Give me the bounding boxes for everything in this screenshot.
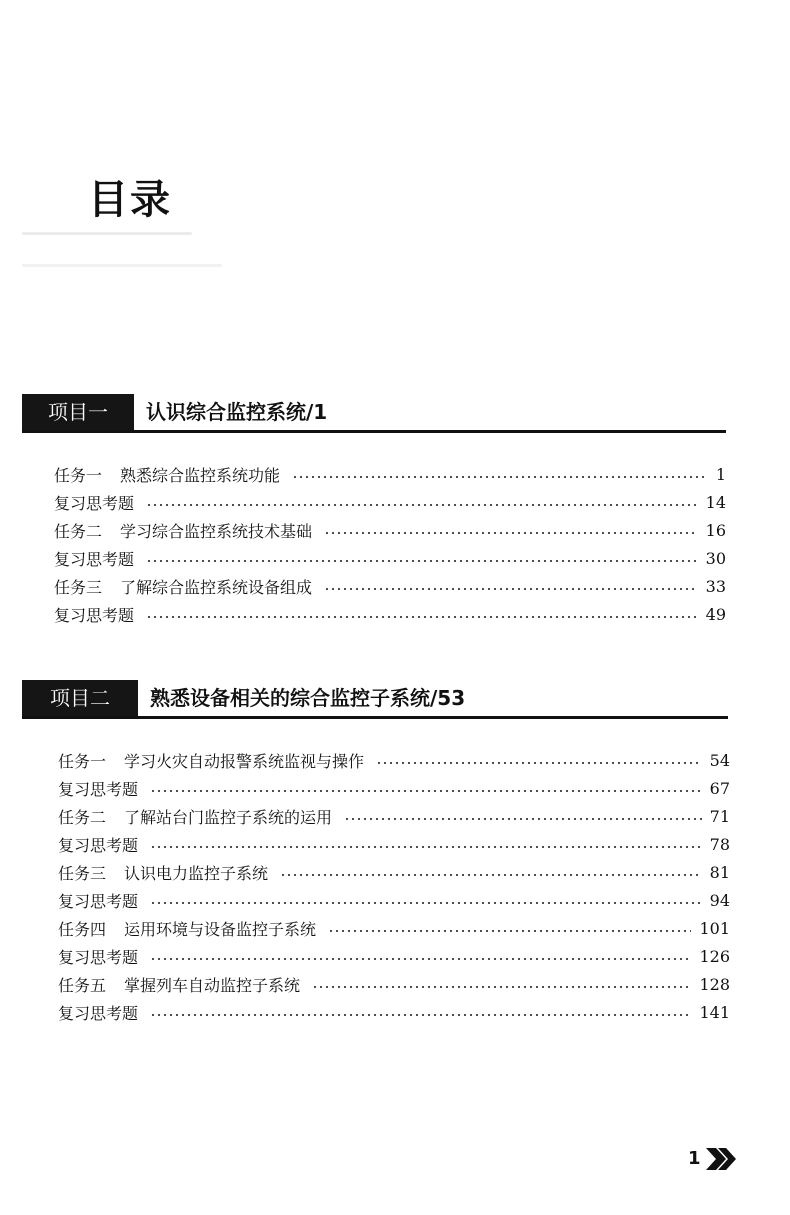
page-number: 141 xyxy=(699,1002,730,1022)
project-rule xyxy=(22,430,726,433)
toc-entry[interactable] xyxy=(58,998,730,1026)
dot-leader xyxy=(324,532,698,534)
dot-leader xyxy=(150,846,702,848)
task-label: 复习思考题 xyxy=(54,605,135,625)
task-label: 任务二 xyxy=(58,807,107,827)
task-label: 复习思考题 xyxy=(58,947,139,967)
toc-entry[interactable] xyxy=(54,460,726,488)
page-number: 30 xyxy=(705,548,726,568)
page-number: 33 xyxy=(705,576,726,596)
project-title[interactable]: 认识综合监控系统/1 xyxy=(146,400,328,424)
task-name: 学习综合监控系统技术基础 xyxy=(120,521,313,541)
task-label: 任务三 xyxy=(54,577,103,597)
page-number: 81 xyxy=(709,862,730,882)
toc-entry[interactable] xyxy=(54,572,726,600)
toc-entry[interactable] xyxy=(54,544,726,572)
toc-entry[interactable] xyxy=(58,858,730,886)
task-name: 掌握列车自动监控子系统 xyxy=(124,975,301,995)
task-label: 复习思考题 xyxy=(54,549,135,569)
title-underline-smudge-2 xyxy=(22,264,222,267)
dot-leader xyxy=(292,476,708,478)
toc-entry[interactable] xyxy=(54,516,726,544)
toc-list-project-2 xyxy=(58,746,730,1026)
project-badge: 项目一 xyxy=(22,394,134,430)
dot-leader xyxy=(150,902,702,904)
project-header-1 xyxy=(22,394,726,430)
task-name: 了解站台门监控子系统的运用 xyxy=(124,807,333,827)
page-number: 78 xyxy=(709,834,730,854)
dot-leader xyxy=(324,588,698,590)
dot-leader xyxy=(146,504,698,506)
page-number: 16 xyxy=(705,520,726,540)
task-name: 认识电力监控子系统 xyxy=(124,863,269,883)
task-label: 复习思考题 xyxy=(58,835,139,855)
task-name: 熟悉综合监控系统功能 xyxy=(120,465,281,485)
dot-leader xyxy=(344,818,702,820)
task-label: 复习思考题 xyxy=(54,493,135,513)
task-label: 复习思考题 xyxy=(58,779,139,799)
project-badge: 项目二 xyxy=(22,680,138,716)
project-rule xyxy=(22,716,728,719)
dot-leader xyxy=(312,986,691,988)
dot-leader xyxy=(280,874,702,876)
toc-entry[interactable] xyxy=(58,774,730,802)
task-label: 任务五 xyxy=(58,975,107,995)
task-label: 复习思考题 xyxy=(58,891,139,911)
dot-leader xyxy=(146,616,698,618)
page-number: 14 xyxy=(705,492,726,512)
task-name: 了解综合监控系统设备组成 xyxy=(120,577,313,597)
task-label: 任务四 xyxy=(58,919,107,939)
project-title[interactable]: 熟悉设备相关的综合监控子系统/53 xyxy=(150,686,466,710)
dot-leader xyxy=(150,958,691,960)
page-title: 目录 xyxy=(88,177,172,223)
toc-entry[interactable] xyxy=(58,830,730,858)
toc-entry[interactable] xyxy=(58,914,730,942)
toc-entry[interactable] xyxy=(58,802,730,830)
project-header-2 xyxy=(22,680,728,716)
dot-leader xyxy=(150,1014,691,1016)
page-number: 128 xyxy=(699,974,730,994)
task-label: 任务三 xyxy=(58,863,107,883)
toc-entry[interactable] xyxy=(58,886,730,914)
toc-entry[interactable] xyxy=(54,488,726,516)
double-chevron-right-icon xyxy=(704,1146,738,1172)
page-number: 126 xyxy=(699,946,730,966)
dot-leader xyxy=(146,560,698,562)
task-name: 学习火灾自动报警系统监视与操作 xyxy=(124,751,365,771)
toc-entry[interactable] xyxy=(54,600,726,628)
page-number: 1 xyxy=(715,464,726,484)
footer-page-number: 1 xyxy=(688,1148,701,1169)
page-number: 94 xyxy=(709,890,730,910)
page-number: 49 xyxy=(705,604,726,624)
page-number: 101 xyxy=(699,918,730,938)
page-number: 71 xyxy=(709,806,730,826)
task-label: 任务一 xyxy=(54,465,103,485)
page-number: 54 xyxy=(709,750,730,770)
toc-list-project-1 xyxy=(54,460,726,628)
dot-leader xyxy=(328,930,691,932)
task-name: 运用环境与设备监控子系统 xyxy=(124,919,317,939)
toc-entry[interactable] xyxy=(58,970,730,998)
task-label: 复习思考题 xyxy=(58,1003,139,1023)
task-label: 任务二 xyxy=(54,521,103,541)
page-number: 67 xyxy=(709,778,730,798)
title-underline-smudge xyxy=(22,232,192,235)
task-label: 任务一 xyxy=(58,751,107,771)
dot-leader xyxy=(376,762,702,764)
toc-entry[interactable] xyxy=(58,746,730,774)
toc-entry[interactable] xyxy=(58,942,730,970)
dot-leader xyxy=(150,790,702,792)
